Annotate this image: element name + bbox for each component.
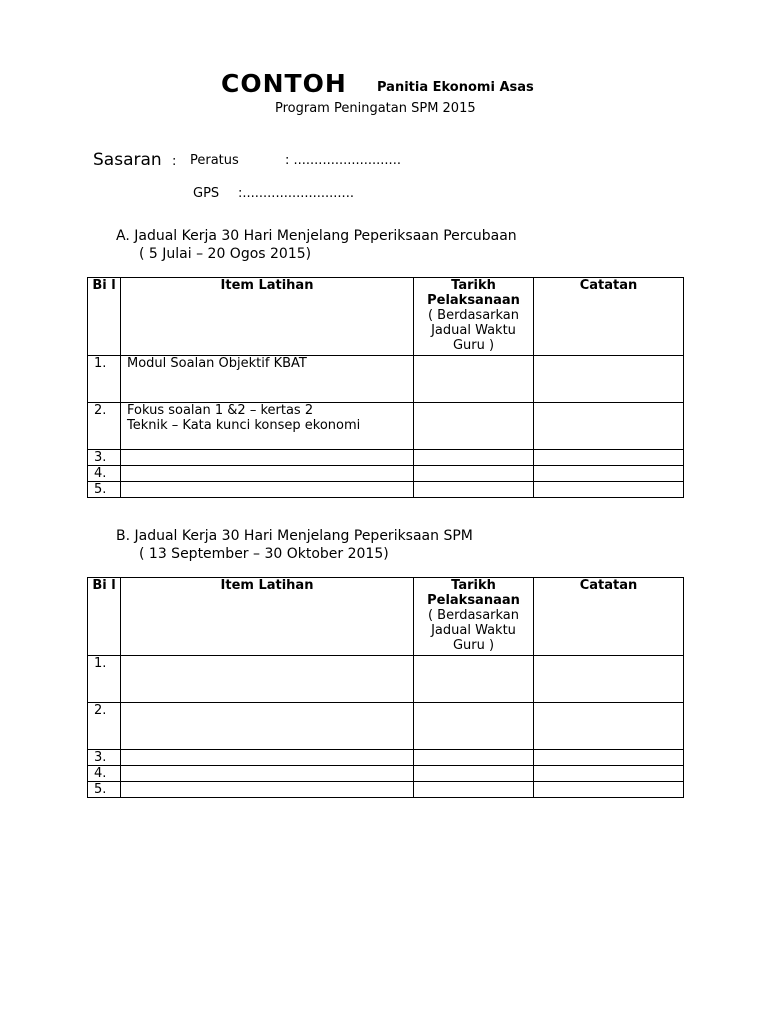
program-line: Program Peningatan SPM 2015 xyxy=(275,101,476,116)
row-item xyxy=(121,466,414,482)
row-catatan xyxy=(534,750,684,766)
col-catatan-header: Catatan xyxy=(534,278,684,356)
sasaran-colon: : xyxy=(172,154,177,169)
row-tarikh xyxy=(414,482,534,498)
table-row xyxy=(88,703,684,750)
row-tarikh xyxy=(414,656,534,703)
tarikh-title: Tarikh Pelaksanaan xyxy=(427,278,520,308)
table-b xyxy=(87,577,684,798)
table-row xyxy=(88,766,684,782)
peratus-value: : .......................... xyxy=(285,153,401,168)
row-bil: 2. xyxy=(88,703,121,750)
col-bil-header: Bi l xyxy=(88,278,121,356)
row-bil: 5. xyxy=(88,482,121,498)
col-item-header: Item Latihan xyxy=(121,278,414,356)
row-catatan xyxy=(534,656,684,703)
table-row xyxy=(88,482,684,498)
row-bil: 4. xyxy=(88,466,121,482)
row-tarikh xyxy=(414,466,534,482)
row-catatan xyxy=(534,766,684,782)
sasaran-label: Sasaran xyxy=(93,150,162,170)
row-catatan xyxy=(534,703,684,750)
table-row xyxy=(88,450,684,466)
table-row xyxy=(88,782,684,798)
row-bil: 3. xyxy=(88,450,121,466)
row-tarikh xyxy=(414,403,534,450)
row-item xyxy=(121,782,414,798)
col-catatan-header: Catatan xyxy=(534,578,684,656)
row-item-text-2: Teknik – Kata kunci konsep ekonomi xyxy=(127,418,361,433)
tarikh-note: ( Berdasarkan Jadual Waktu Guru ) xyxy=(427,308,520,353)
row-catatan xyxy=(534,466,684,482)
table-row xyxy=(88,356,684,403)
col-bil-header: Bi l xyxy=(88,578,121,656)
section-b-heading: B. Jadual Kerja 30 Hari Menjelang Peperiksaan SPM xyxy=(116,528,473,544)
row-item xyxy=(121,450,414,466)
row-tarikh xyxy=(414,450,534,466)
row-item xyxy=(121,766,414,782)
row-bil: 1. xyxy=(88,356,121,403)
col-item-header: Item Latihan xyxy=(121,578,414,656)
section-a-heading: A. Jadual Kerja 30 Hari Menjelang Peperiksaan Percubaan xyxy=(116,228,517,244)
table-a xyxy=(87,277,684,498)
row-catatan xyxy=(534,403,684,450)
row-item xyxy=(121,656,414,703)
row-tarikh xyxy=(414,782,534,798)
page-subtitle: Panitia Ekonomi Asas xyxy=(377,80,534,95)
row-catatan xyxy=(534,450,684,466)
row-item xyxy=(121,403,414,450)
row-catatan xyxy=(534,482,684,498)
table-row xyxy=(88,656,684,703)
col-tarikh-header xyxy=(414,578,534,656)
table-b-header-row xyxy=(88,578,684,656)
row-tarikh xyxy=(414,750,534,766)
col-tarikh-header xyxy=(414,278,534,356)
row-item xyxy=(121,482,414,498)
row-item xyxy=(121,703,414,750)
page-title: CONTOH xyxy=(221,69,347,98)
row-bil: 1. xyxy=(88,656,121,703)
tarikh-title: Tarikh Pelaksanaan xyxy=(427,578,520,608)
row-tarikh xyxy=(414,703,534,750)
row-item-text: Modul Soalan Objektif KBAT xyxy=(127,356,307,371)
row-tarikh xyxy=(414,356,534,403)
row-item-text: Fokus soalan 1 &2 – kertas 2 xyxy=(127,403,314,418)
row-bil: 5. xyxy=(88,782,121,798)
tarikh-note: ( Berdasarkan Jadual Waktu Guru ) xyxy=(427,608,520,653)
section-b-dates: ( 13 September – 30 Oktober 2015) xyxy=(139,546,389,562)
peratus-label: Peratus xyxy=(190,153,239,168)
row-bil: 2. xyxy=(88,403,121,450)
row-tarikh xyxy=(414,766,534,782)
gps-value: :........................... xyxy=(238,186,354,201)
row-bil: 4. xyxy=(88,766,121,782)
section-a-dates: ( 5 Julai – 20 Ogos 2015) xyxy=(139,246,312,262)
table-row xyxy=(88,750,684,766)
gps-label: GPS xyxy=(193,186,220,201)
table-row xyxy=(88,466,684,482)
row-bil: 3. xyxy=(88,750,121,766)
row-catatan xyxy=(534,356,684,403)
row-catatan xyxy=(534,782,684,798)
table-row xyxy=(88,403,684,450)
table-a-header-row xyxy=(88,278,684,356)
row-item xyxy=(121,356,414,403)
row-item xyxy=(121,750,414,766)
